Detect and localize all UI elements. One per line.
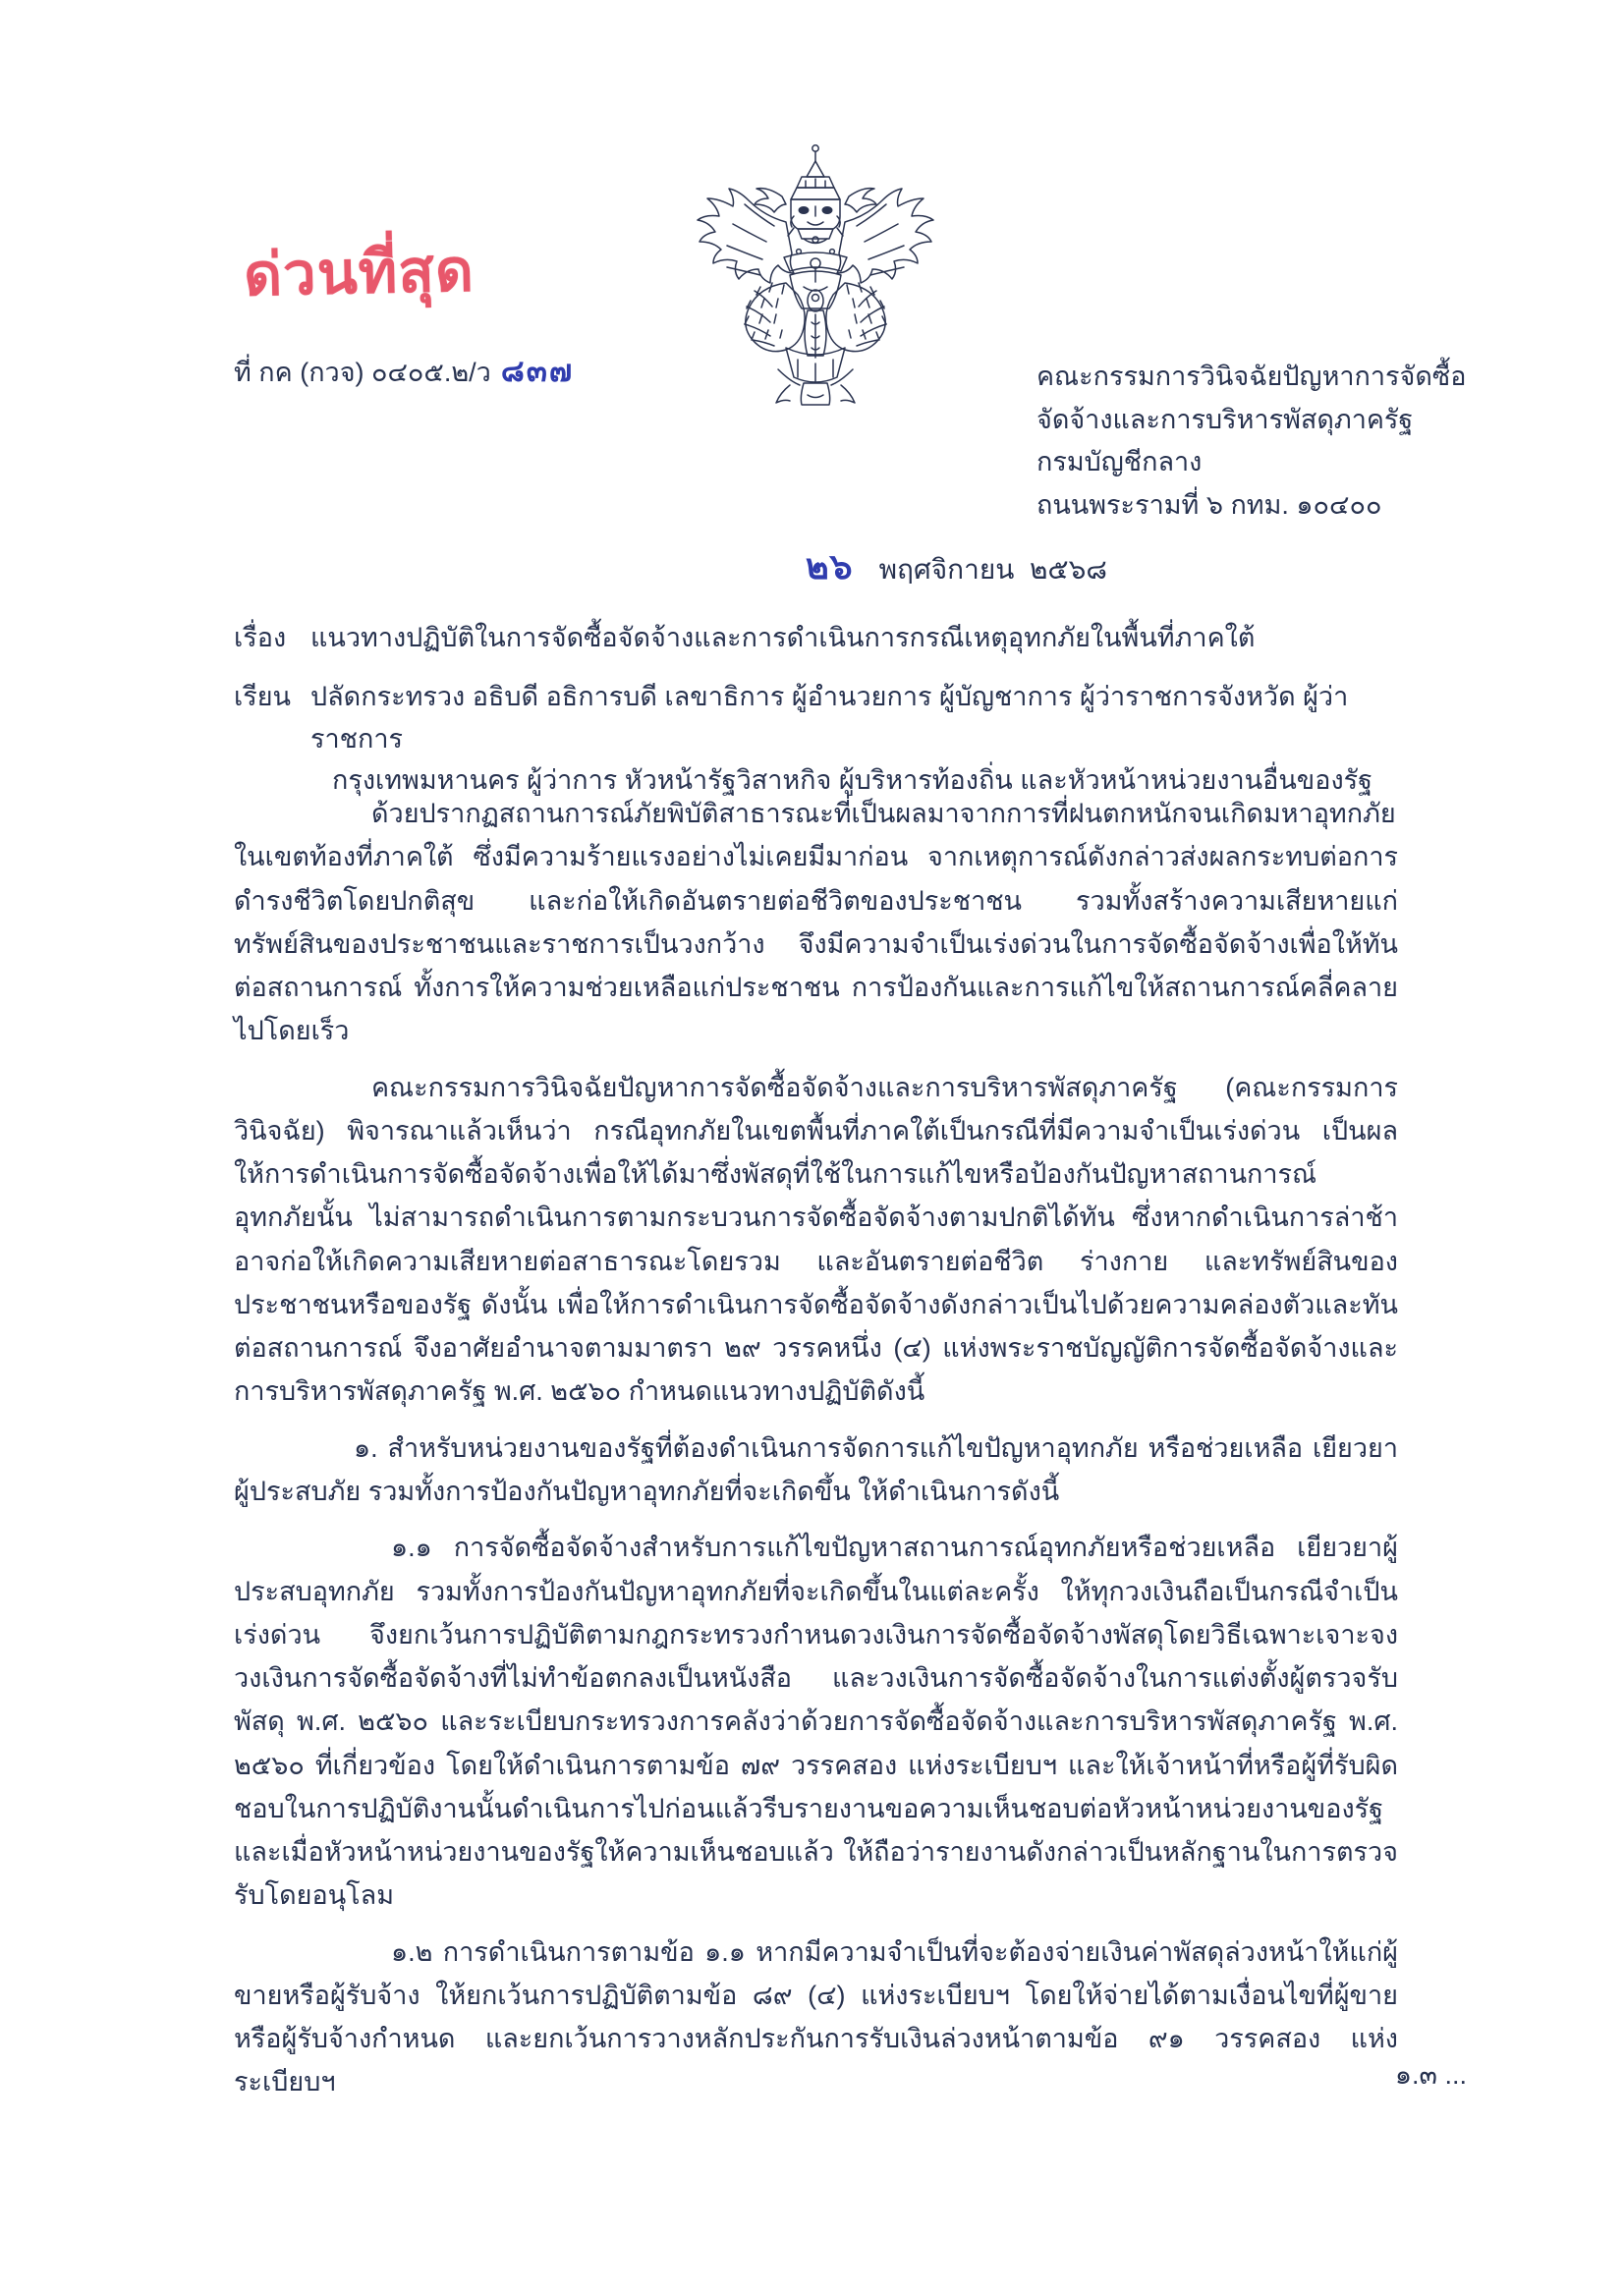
date-month: พฤศจิกายน (878, 554, 1015, 585)
attention-row (234, 676, 1408, 802)
paragraph-committee-consideration-text: คณะกรรมการวินิจฉัยปัญหาการจัดซื้อจัดจ้างและการบริหารพัสดุภาครัฐ (คณะกรรมการวินิจฉัย) พิจารณาแล้วเห็นว่า กรณีอุทกภัยในเขตพื้นที่ภาคใต้เป็นกรณีที่มีความจำเป็นเร่งด่วน เป็นผลให้การดำเนินการจัดซื้อจัดจ้างเพื่อให้ได้มาซึ่งพัสดุที่ใช้ในการแก้ไขหรือป้องกันปัญหาสถานการณ์อุทกภัยนั้น ไม่สามารถดำเนินการตามกระบวนการจัดซื้อจัดจ้างตามปกติได้ทัน ซึ่งหากดำเนินการล่าช้าอาจก่อให้เกิดความเสียหายต่อสาธารณะโดยรวม และอันตรายต่อชีวิต ร่างกาย และทรัพย์สินของประชาชนหรือของรัฐ ดังนั้น เพื่อให้การดำเนินการจัดซื้อจัดจ้างดังกล่าวเป็นไปด้วยความคล่องตัวและทันต่อสถานการณ์ จึงอาศัยอำนาจตามมาตรา ๒๙ วรรคหนึ่ง (๔) แห่งพระราชบัญญัติการจัดซื้อจัดจ้างและการบริหารพัสดุภาครัฐ พ.ศ. ๒๕๖๐ กำหนดแนวทางปฏิบัติดังนี้ (234, 1072, 1398, 1407)
subject-label: เรื่อง (234, 623, 287, 652)
agency-line-3: กรมบัญชีกลาง (1036, 447, 1203, 477)
paragraph-item-1-1 (234, 1526, 1398, 1917)
garuda-emblem (688, 138, 943, 413)
paragraph-item-1 (234, 1426, 1398, 1514)
agency-address-block (1036, 356, 1547, 528)
paragraph-background (234, 792, 1398, 1053)
date-year: ๒๕๖๘ (1029, 554, 1107, 585)
document-date (806, 538, 1107, 594)
document-reference-prefix: ที่ กค (กวจ) ๐๔๐๕.๒/ว (234, 358, 491, 387)
subject-text: แนวทางปฏิบัติในการจัดซื้อจัดจ้างและการดำเนินการกรณีเหตุอุทกภัยในพื้นที่ภาคใต้ (310, 623, 1256, 652)
urgent-stamp: ด่วนที่สุด (243, 237, 476, 308)
paragraph-item-1-text: ๑. สำหรับหน่วยงานของรัฐที่ต้องดำเนินการจัดการแก้ไขปัญหาอุทกภัย หรือช่วยเหลือ เยียวยาผู้ประสบภัย รวมทั้งการป้องกันปัญหาอุทกภัยที่จะเกิดขึ้น ให้ดำเนินการดังนี้ (234, 1432, 1398, 1506)
attention-label: เรียน (234, 682, 292, 711)
paragraph-item-1-1-text: ๑.๑ การจัดซื้อจัดจ้างสำหรับการแก้ไขปัญหาสถานการณ์อุทกภัยหรือช่วยเหลือ เยียวยาผู้ประสบอุทกภัย รวมทั้งการป้องกันปัญหาอุทกภัยที่จะเกิดขึ้นในแต่ละครั้ง ให้ทุกวงเงินถือเป็นกรณีจำเป็นเร่งด่วน จึงยกเว้นการปฏิบัติตามกฎกระทรวงกำหนดวงเงินการจัดซื้อจัดจ้างพัสดุโดยวิธีเฉพาะเจาะจง วงเงินการจัดซื้อจัดจ้างที่ไม่ทำข้อตกลงเป็นหนังสือ และวงเงินการจัดซื้อจัดจ้างในการแต่งตั้งผู้ตรวจรับพัสดุ พ.ศ. ๒๕๖๐ และระเบียบกระทรวงการคลังว่าด้วยการจัดซื้อจัดจ้างและการบริหารพัสดุภาครัฐ พ.ศ. ๒๕๖๐ ที่เกี่ยวข้อง โดยให้ดำเนินการตามข้อ ๗๙ วรรคสอง แห่งระเบียบฯ และให้เจ้าหน้าที่หรือผู้ที่รับผิดชอบในการปฏิบัติงานนั้นดำเนินการไปก่อนแล้วรีบรายงานขอความเห็นชอบต่อหัวหน้าหน่วยงานของรัฐ และเมื่อหัวหน้าหน่วยงานของรัฐให้ความเห็นชอบแล้ว ให้ถือว่ารายงานดังกล่าวเป็นหลักฐานในการตรวจรับโดยอนุโลม (234, 1533, 1398, 1911)
attention-line-1: ปลัดกระทรวง อธิบดี อธิการบดี เลขาธิการ ผู้อำนวยการ ผู้บัญชาการ ผู้ว่าราชการจังหวัด ผู้ว่าราชการ (310, 682, 1349, 754)
attention-line-2: กรุงเทพมหานคร ผู้ว่าการ หัวหน้ารัฐวิสาหกิจ ผู้บริหารท้องถิ่น และหัวหน้าหน่วยงานอื่นของรัฐ (332, 765, 1373, 796)
paragraph-background-text: ด้วยปรากฏสถานการณ์ภัยพิบัติสาธารณะที่เป็นผลมาจากการที่ฝนตกหนักจนเกิดมหาอุทกภัยในเขตท้องที่ภาคใต้ ซึ่งมีความร้ายแรงอย่างไม่เคยมีมาก่อน จากเหตุการณ์ดังกล่าวส่งผลกระทบต่อการดำรงชีวิตโดยปกติสุข และก่อให้เกิดอันตรายต่อชีวิตของประชาชน รวมทั้งสร้างความเสียหายแก่ทรัพย์สินของประชาชนและราชการเป็นวงกว้าง จึงมีความจำเป็นเร่งด่วนในการจัดซื้อจัดจ้างเพื่อให้ทันต่อสถานการณ์ ทั้งการให้ความช่วยเหลือแก่ประชาชน การป้องกันและการแก้ไขให้สถานการณ์คลี่คลายไปโดยเร็ว (234, 799, 1398, 1046)
paragraph-item-1-2-text: ๑.๒ การดำเนินการตามข้อ ๑.๑ หากมีความจำเป็นที่จะต้องจ่ายเงินค่าพัสดุล่วงหน้าให้แก่ผู้ขายหรือผู้รับจ้าง ให้ยกเว้นการปฏิบัติตามข้อ ๘๙ (๔) แห่งระเบียบฯ โดยให้จ่ายได้ตามเงื่อนไขที่ผู้ขายหรือผู้รับจ้างกำหนด และยกเว้นการวางหลักประกันการรับเงินล่วงหน้าตามข้อ ๙๑ วรรคสอง แห่งระเบียบฯ (234, 1936, 1398, 2097)
document-reference-number (234, 346, 574, 395)
page-continuation-marker: ๑.๓ ... (1394, 2060, 1467, 2090)
paragraph-item-1-2 (234, 1930, 1398, 2104)
agency-line-1: คณะกรรมการวินิจฉัยปัญหาการจัดซื้อ (1036, 362, 1467, 391)
agency-line-4: ถนนพระรามที่ ๖ กทม. ๑๐๔๐๐ (1036, 490, 1382, 521)
subject-row (234, 617, 1408, 659)
paragraph-committee-consideration (234, 1066, 1398, 1414)
agency-line-2: จัดจ้างและการบริหารพัสดุภาครัฐ (1036, 404, 1414, 434)
document-reference-handwritten-number: ๘๓๗ (500, 354, 575, 389)
document-body (234, 792, 1398, 2117)
attention-recipients (310, 676, 1404, 802)
date-day-handwritten: ๒๖ (806, 546, 854, 587)
